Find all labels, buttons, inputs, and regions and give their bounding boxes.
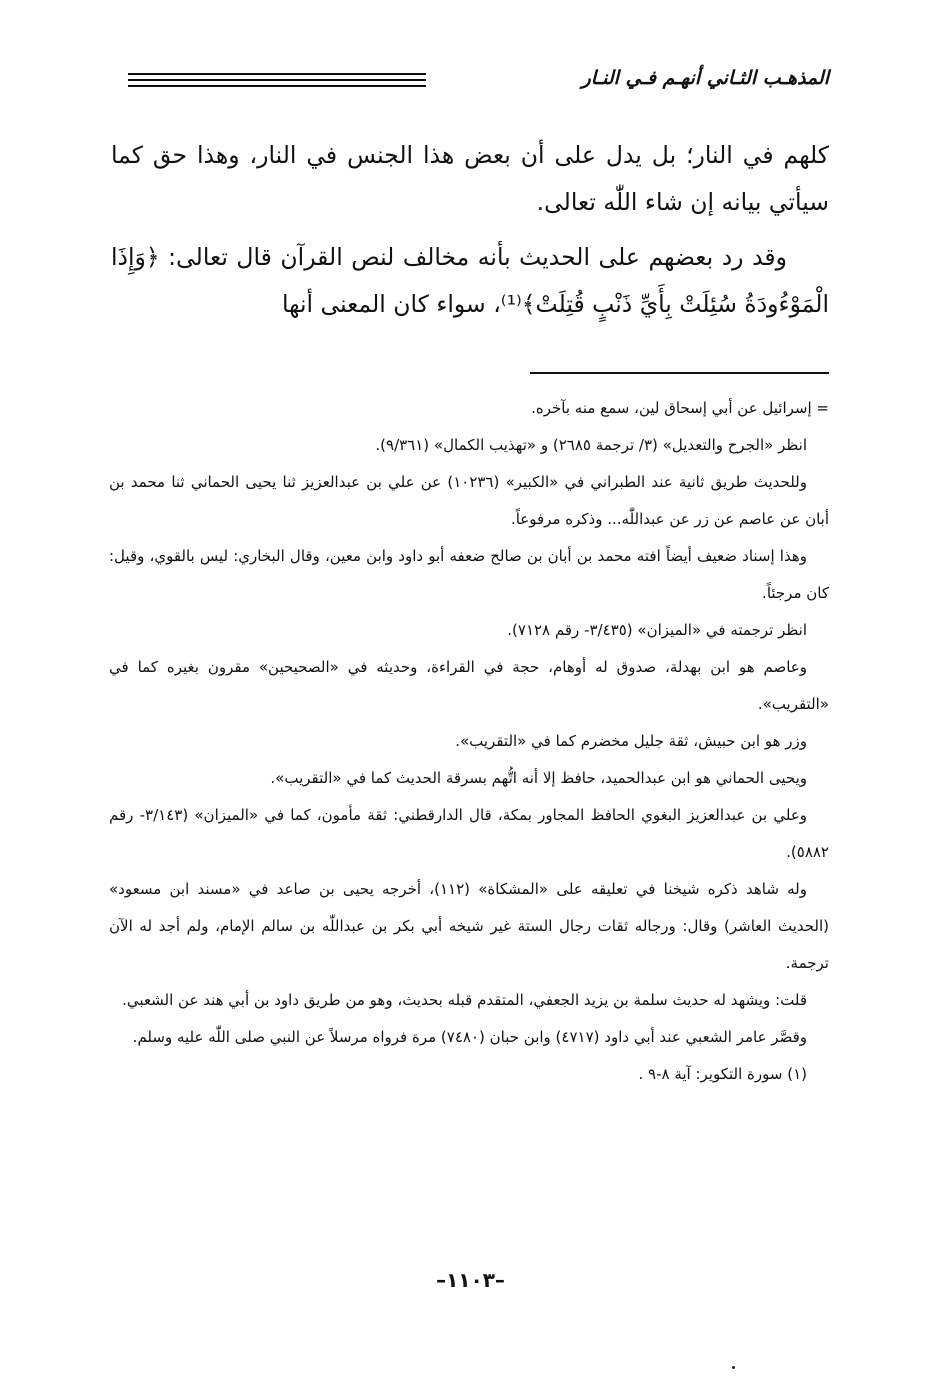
main-paragraph: كلهم في النار؛ بل يدل على أن بعض هذا الجنس في النار، وهذا حق كما سيأتي بيانه إن شاء اللّٰه تعالى.	[111, 141, 829, 216]
footnote-line: وقصَّر عامر الشعبي عند أبي داود (٤٧١٧) وابن حبان (٧٤٨٠) مرة فرواه مرسلاً عن النبي صلى اللّٰه عليه وسلم.	[132, 1028, 807, 1046]
footnote-line: ويحيى الحماني هو ابن عبدالحميد، حافظ إلا أنه اتُّهم بسرقة الحديث كما في «التقريب».	[270, 769, 807, 787]
footnote-line: وعاصم هو ابن بهدلة، صدوق له أوهام، حجة في القراءة، وحديثه في «الصحيحين» مقرون بغيره كما في «التقريب».	[109, 658, 829, 713]
footnotes	[109, 390, 829, 1093]
main-text	[111, 132, 829, 328]
footnote-line: انظر «الجرح والتعديل» (٣/ ترجمة ٢٦٨٥) و «تهذيب الكمال» (٩/٣٦١).	[375, 436, 807, 454]
footnote-line: وزر هو ابن حبيش، ثقة جليل مخضرم كما في «التقريب».	[455, 732, 807, 750]
footnote-separator	[530, 372, 829, 374]
header-rule	[128, 73, 426, 75]
running-header-title: المذهـب الثـاني أنهـم فـي النـار	[581, 67, 829, 89]
header-rule	[128, 85, 426, 87]
footnote-line: = إسرائيل عن أبي إسحاق لين، سمع منه بآخره.	[531, 399, 829, 417]
footnote-line: وله شاهد ذكره شيخنا في تعليقه على «المشكاة» (١١٢)، أخرجه يحيى بن صاعد في «مسند ابن مسعود» (الحديث العاشر) وقال: ورجاله ثقات رجال الستة غير شيخه أبي بكر بن عبداللّٰه بن سالم الإمام، ولم أجد له الآن ترجمة.	[109, 880, 829, 972]
footnote-reference: (١) سورة التكوير: آية ٨-٩ .	[638, 1065, 807, 1083]
footnote-line: وهذا إسناد ضعيف أيضاً افته محمد بن أبان بن صالح ضعفه أبو داود وابن معين، وقال البخاري: ليس بالقوي، وقيل: كان مرجئاً.	[109, 547, 829, 602]
header-rule	[128, 79, 426, 81]
page-number: –١١٠٣–	[436, 1268, 505, 1292]
footnote-line: انظر ترجمته في «الميزان» (٣/٤٣٥- رقم ٧١٢٨).	[507, 621, 807, 639]
main-paragraph: وقد رد بعضهم على الحديث بأنه مخالف لنص القرآن قال تعالى: ﴿وَإِذَا الْمَوْءُودَةُ سُئِلَتْ بِأَيِّ ذَنْبٍ قُتِلَتْ﴾⁽¹⁾، سواء كان المعنى أنها	[111, 243, 829, 318]
footnote-line: وعلي بن عبدالعزيز البغوي الحافظ المجاور بمكة، قال الدارقطني: ثقة مأمون، كما في «الميزان» (٣/١٤٣- رقم ٥٨٨٢).	[109, 806, 829, 861]
footnote-line: قلت: ويشهد له حديث سلمة بن يزيد الجعفي، المتقدم قبله بحديث، وهو من طريق داود بن أبي هند عن الشعبي.	[122, 991, 807, 1009]
footnote-line: وللحديث طريق ثانية عند الطبراني في «الكبير» (١٠٢٣٦) عن علي بن عبدالعزيز ثنا يحيى الحماني ثنا محمد بن أبان عن عاصم عن زر عن عبداللّٰه... وذكره مرفوعاً.	[109, 473, 829, 528]
scan-speck	[732, 1366, 735, 1369]
